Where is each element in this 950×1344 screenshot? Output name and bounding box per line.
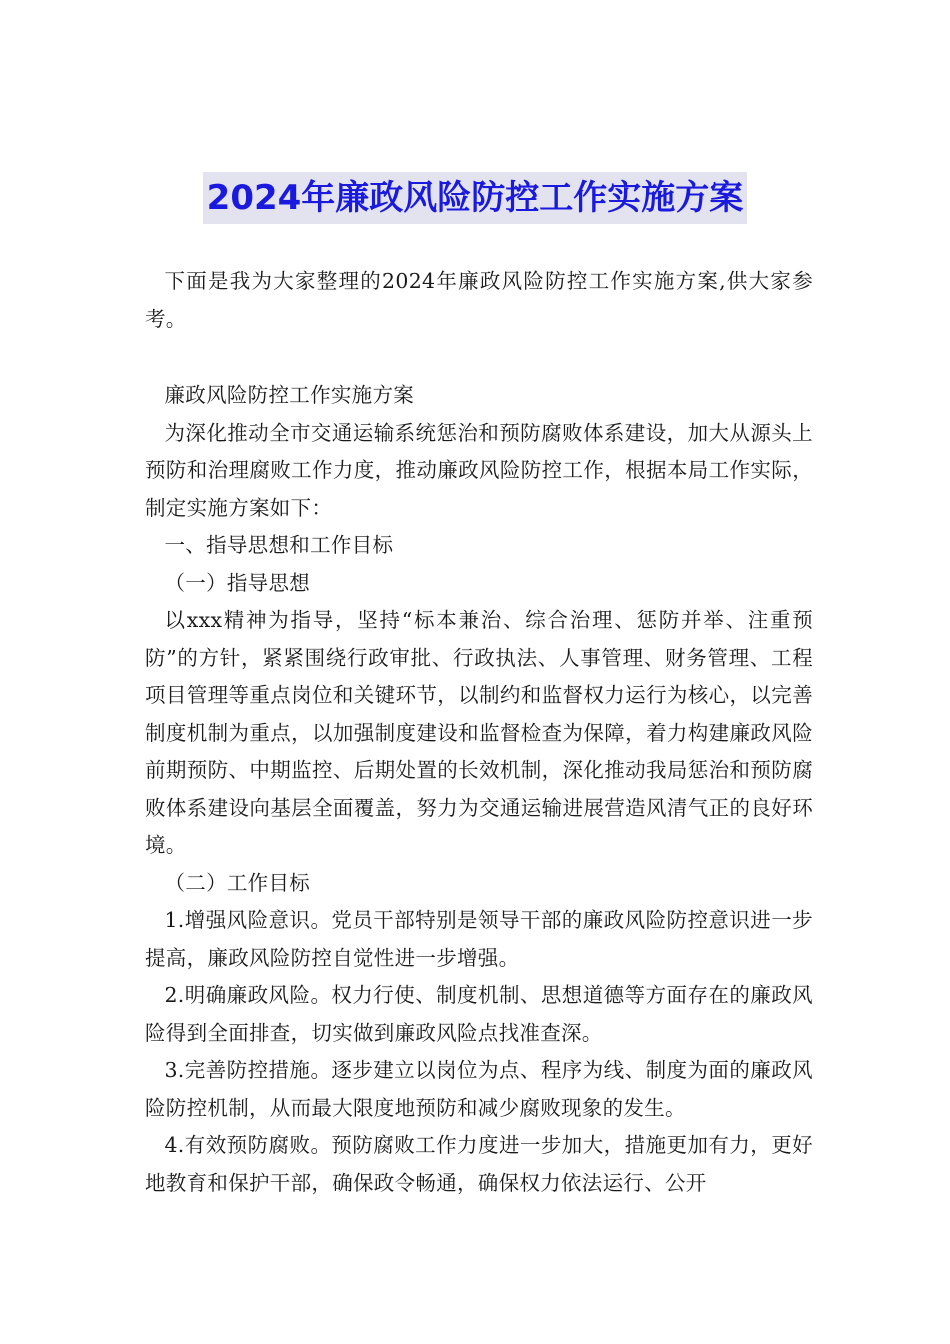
title-container [0,172,950,224]
body-paragraph: 以xxx精神为指导，坚持“标本兼治、综合治理、惩防并举、注重预防”的方针，紧紧围绕行政审批、行政执法、人事管理、财务管理、工程项目管理等重点岗位和关键环节，以制约和监督权力运行为核心，以完善制度机制为重点，以加强制度建设和监督检查为保障，着力构建廉政风险前期预防、中期监控、后期处置的长效机制，深化推动我局惩治和预防腐败体系建设向基层全面覆盖，努力为交通运输进展营造风清气正的良好环境。 [145,608,813,857]
subsection-heading: （一）指导思想 [164,570,311,595]
body-paragraph: 为深化推动全市交通运输系统惩治和预防腐败体系建设，加大从源头上预防和治理腐败工作力度，推动廉政风险防控工作，根据本局工作实际，制定实施方案如下： [145,420,813,520]
plan-subtitle: 廉政风险防控工作实施方案 [164,383,415,407]
document-title: 2024年廉政风险防控工作实施方案 [203,172,748,224]
intro-paragraph: 下面是我为大家整理的2024年廉政风险防控工作实施方案,供大家参考。 [145,269,813,331]
goal-item: 1.增强风险意识。党员干部特别是领导干部的廉政风险防控意识进一步提高，廉政风险防控自觉性进一步增强。 [145,908,813,970]
subsection-heading: （二）工作目标 [164,870,311,895]
goal-item: 2.明确廉政风险。权力行使、制度机制、思想道德等方面存在的廉政风险得到全面排查，切实做到廉政风险点找准查深。 [145,983,813,1045]
intro-block [145,263,813,338]
goal-item: 4.有效预防腐败。预防腐败工作力度进一步加大，措施更加有力，更好地教育和保护干部，确保政令畅通，确保权力依法运行、公开 [145,1133,813,1195]
section-heading: 一、指导思想和工作目标 [164,533,394,557]
main-body [145,377,813,1202]
goal-item: 3.完善防控措施。逐步建立以岗位为点、程序为线、制度为面的廉政风险防控机制，从而最大限度地预防和减少腐败现象的发生。 [145,1058,813,1120]
